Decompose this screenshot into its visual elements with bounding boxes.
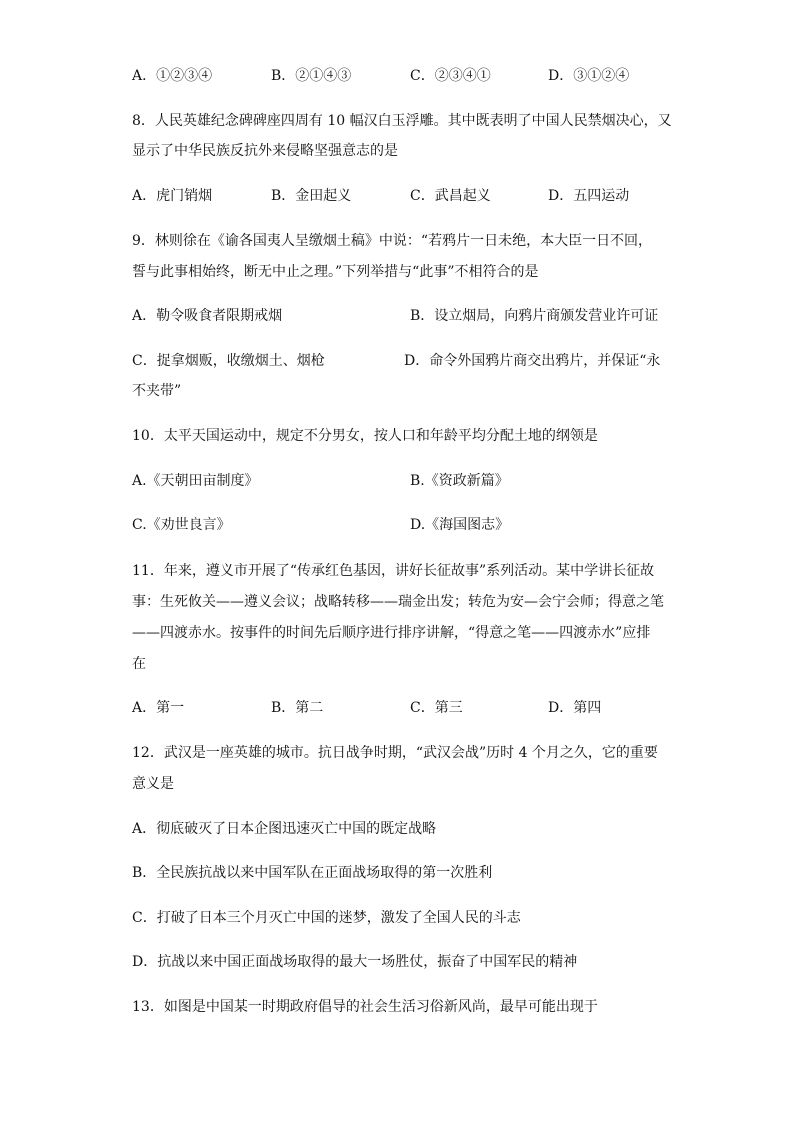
q12-option-c: C．打破了日本三个月灭亡中国的迷梦，激发了全国人民的斗志	[132, 910, 521, 926]
q10-option-b: B.《资政新篇》	[410, 473, 509, 489]
q9-stem-line-1: 9．林则徐在《谕各国夷人呈缴烟土稿》中说：“若鸦片一日未绝，本大臣一日不回，	[132, 233, 653, 249]
q12-option-d: D．抗战以来中国正面战场取得的最大一场胜仗，振奋了中国军民的精神	[132, 954, 578, 970]
q7-option-c: C．②③④①	[410, 68, 491, 84]
q9-option-b: B．设立烟局，向鸦片商颁发营业许可证	[410, 308, 659, 324]
q7-option-a: A．①②③④	[132, 68, 213, 84]
q12-stem-line-2: 意义是	[132, 776, 174, 792]
q7-option-b: B．②①④③	[271, 68, 352, 84]
q12-option-b: B．全民族抗战以来中国军队在正面战场取得的第一次胜利	[132, 865, 493, 881]
q11-stem-line-4: 在	[132, 656, 146, 672]
q10-option-a: A.《天朝田亩制度》	[132, 473, 259, 489]
q9-option-d: D．命令外国鸦片商交出鸦片，并保证“永	[404, 353, 661, 369]
q9-option-c: C．捉拿烟贩，收缴烟土、烟枪	[132, 353, 325, 369]
q9-stem-line-2: 誓与此事相始终，断无中止之理。”下列举措与“此事”不相符合的是	[132, 264, 539, 280]
q11-stem-line-1: 11．年来，遵义市开展了“传承红色基因，讲好长征故事”系列活动。某中学讲长征故	[132, 563, 655, 579]
q11-option-c: C．第三	[410, 700, 463, 716]
q8-option-c: C．武昌起义	[410, 188, 491, 204]
q12-option-a: A．彻底破灭了日本企图迅速灭亡中国的既定战略	[132, 821, 437, 837]
q8-stem-line-1: 8．人民英雄纪念碑碑座四周有 10 幅汉白玉浮雕。其中既表明了中国人民禁烟决心，又	[132, 113, 672, 129]
q10-option-c: C.《劝世良言》	[132, 517, 231, 533]
q9-option-d-continued: 不夹带”	[132, 383, 182, 399]
q12-stem-line-1: 12．武汉是一座英雄的城市。抗日战争时期，“武汉会战”历时 4 个月之久，它的重要	[132, 745, 658, 761]
q11-stem-line-2: 事：生死攸关——遵义会议；战略转移——瑞金出发；转危为安—会宁会师；得意之笔	[132, 594, 664, 610]
q11-option-a: A．第一	[132, 700, 185, 716]
q11-stem-line-3: ——四渡赤水。按事件的时间先后顺序进行排序讲解，“得意之笔——四渡赤水”应排	[132, 625, 651, 641]
q10-option-d: D.《海国图志》	[410, 517, 510, 533]
q7-option-d: D．③①②④	[548, 68, 630, 84]
q8-option-a: A．虎门销烟	[132, 188, 213, 204]
q8-stem-line-2: 显示了中华民族反抗外来侵略坚强意志的是	[132, 143, 398, 159]
q10-stem: 10．太平天国运动中，规定不分男女，按人口和年龄平均分配土地的纲领是	[132, 428, 598, 444]
q8-option-b: B．金田起义	[271, 188, 352, 204]
q13-stem: 13．如图是中国某一时期政府倡导的社会生活习俗新风尚，最早可能出现于	[132, 999, 598, 1015]
q11-option-d: D．第四	[548, 700, 602, 716]
q11-option-b: B．第二	[271, 700, 324, 716]
q9-option-a: A．勒令吸食者限期戒烟	[132, 308, 283, 324]
q8-option-d: D．五四运动	[548, 188, 630, 204]
